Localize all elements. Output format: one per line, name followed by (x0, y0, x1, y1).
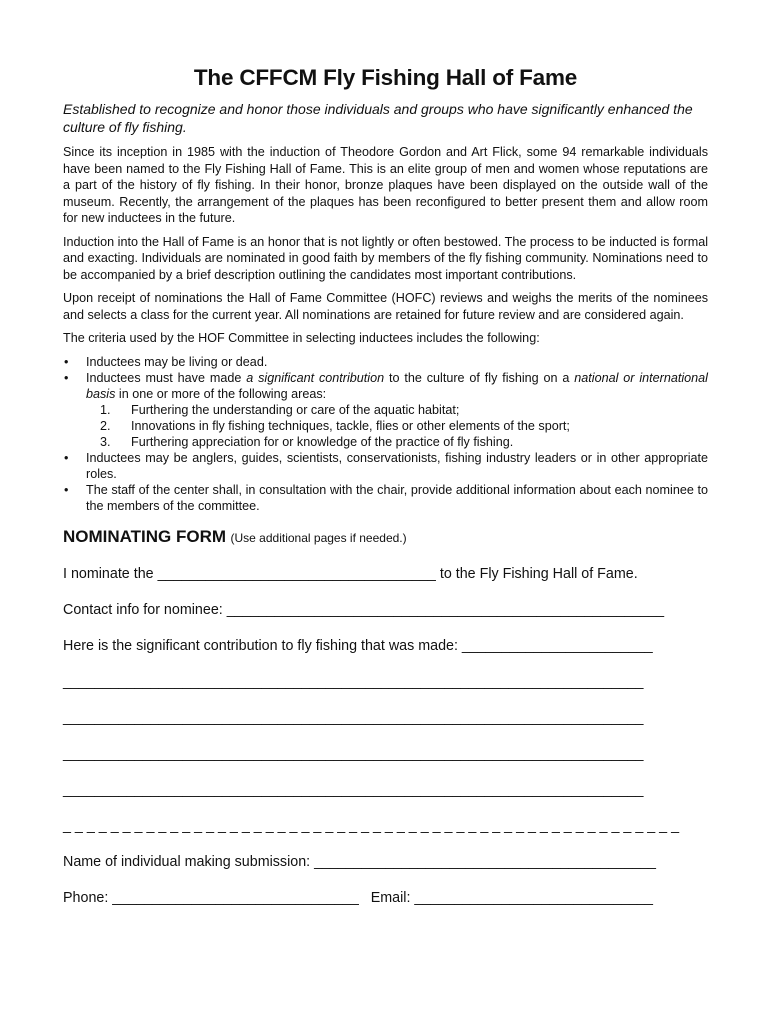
bullet-icon: • (64, 354, 69, 369)
area-item (86, 418, 708, 434)
criteria-item (63, 354, 708, 370)
paragraph-history: Since its inception in 1985 with the induction of Theodore Gordon and Art Flick, some 94 remarkable individuals have been named to the Fly Fishing Hall of Fame. This is an elite group of men and women whose reputations are a part of the history of fly fishing. In their honor, bronze plaques have been displayed on the outside wall of the museum. Recently, the arrangement of the plaques has been reconfigured to better present them and allow room for new inductees in the future. (63, 145, 708, 225)
contribution-line[interactable]: _________________________________________________________________________ (63, 745, 644, 762)
criteria-item (63, 370, 708, 450)
contribution-field[interactable]: Here is the significant contribution to fly fishing that was made: ________________________ (63, 637, 653, 654)
contribution-line[interactable]: _________________________________________________________________________ (63, 709, 644, 726)
bullet-icon: • (64, 370, 69, 385)
criteria-text: Inductees may be anglers, guides, scientists, conservationists, fishing industry leaders or in other appropriate roles. (86, 450, 708, 481)
form-title: NOMINATING FORM (63, 526, 227, 546)
criteria-text: to the culture of fly fishing on a (384, 370, 575, 385)
paragraph-induction: Induction into the Hall of Fame is an honor that is not lightly or often bestowed. The process to be inducted is formal and exacting. Individuals are nominated in good faith by members of the fly fishing community. Nominations need to be accompanied by a brief description outlining the candidates most important contributions. (63, 234, 708, 282)
contribution-line[interactable]: _________________________________________________________________________ (63, 673, 644, 690)
nominee-contact-field[interactable]: Contact info for nominee: _______________________________________________________ (63, 601, 665, 618)
criteria-item (63, 482, 708, 514)
document-page (63, 62, 708, 907)
contribution-line[interactable]: _________________________________________________________________________ (63, 781, 644, 798)
criteria-list (63, 354, 708, 514)
area-number: 1. (100, 402, 111, 417)
areas-list (86, 402, 708, 450)
area-number: 2. (100, 418, 111, 433)
document-title: The CFFCM Fly Fishing Hall of Fame (193, 65, 578, 90)
phone-email-field[interactable]: Phone: _______________________________ Email: ______________________________ (63, 889, 653, 906)
criteria-emphasis: national or international basis (86, 370, 708, 401)
bullet-icon: • (64, 482, 69, 497)
intro-statement: Established to recognize and honor those individuals and groups who have significantly enhanced the culture of fly fishing. (63, 101, 693, 135)
submitter-name-field[interactable]: Name of individual making submission: ___________________________________________ (63, 853, 657, 870)
area-text: Innovations in fly fishing techniques, tackle, flies or other elements of the sport; (131, 418, 570, 433)
criteria-intro: The criteria used by the HOF Committee in selecting inductees includes the following: (63, 331, 540, 345)
area-item (86, 434, 708, 450)
criteria-text: Inductees must have made (86, 370, 247, 385)
criteria-emphasis: a significant contribution (246, 370, 385, 385)
criteria-item (63, 450, 708, 482)
area-text: Furthering the understanding or care of the aquatic habitat; (131, 402, 460, 417)
area-item (86, 402, 708, 418)
area-text: Furthering appreciation for or knowledge of the practice of fly fishing. (131, 434, 514, 449)
area-number: 3. (100, 434, 111, 449)
contribution-line[interactable]: _ _ _ _ _ _ _ _ _ _ _ _ _ _ _ _ _ _ _ _ _ _ _ _ _ _ _ _ _ _ _ _ _ _ _ _ _ _ _ _ _ _ _ _ _ _ _ _ _ _ _ _ (63, 817, 680, 834)
criteria-text: The staff of the center shall, in consultation with the chair, provide additional information about each nominee to the members of the committee. (86, 482, 708, 513)
nominating-form-heading (63, 526, 708, 549)
criteria-text: Inductees may be living or dead. (86, 354, 268, 369)
paragraph-committee: Upon receipt of nominations the Hall of Fame Committee (HOFC) reviews and weighs the merits of the nominees and selects a class for the current year. All nominations are retained for future review and are considered again. (63, 291, 708, 322)
criteria-text: in one or more of the following areas: (115, 386, 327, 401)
nominee-name-field[interactable]: I nominate the ___________________________________ to the Fly Fishing Hall of Fame. (63, 565, 638, 582)
form-note: (Use additional pages if needed.) (230, 530, 407, 545)
bullet-icon: • (64, 450, 69, 465)
